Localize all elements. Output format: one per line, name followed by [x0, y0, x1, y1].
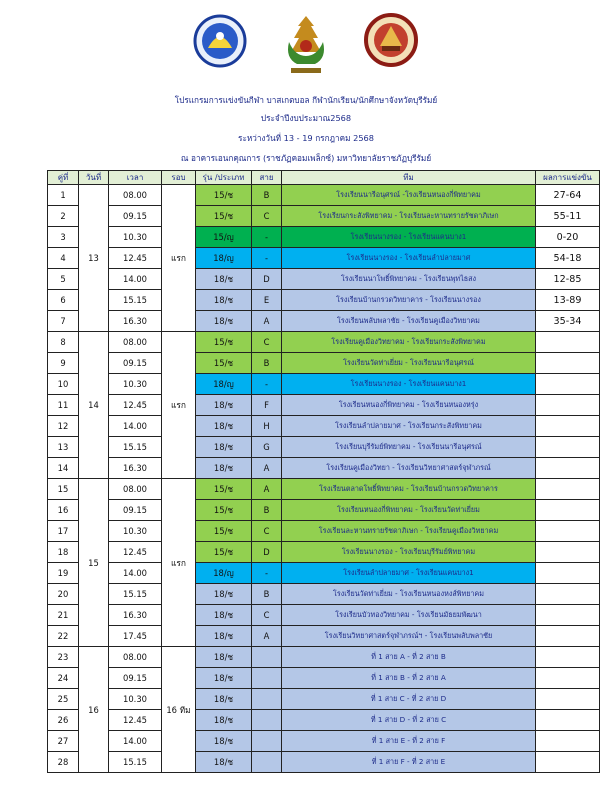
result-cell	[536, 710, 600, 731]
category-cell: 18/ญ	[196, 374, 252, 395]
table-row	[48, 479, 600, 500]
result-cell	[536, 353, 600, 374]
table-row	[48, 584, 600, 605]
match-no-cell: 8	[48, 332, 79, 353]
time-cell: 12.45	[109, 542, 162, 563]
fiscal-year: ประจำปีงบประมาณ2568	[260, 113, 352, 123]
match-no-cell: 15	[48, 479, 79, 500]
pool-cell: B	[252, 185, 282, 206]
match-no-cell: 12	[48, 416, 79, 437]
round-cell: แรก	[162, 332, 196, 479]
match-no-cell: 22	[48, 626, 79, 647]
teams-cell: โรงเรียนตลาดโพธิ์พิทยาคม - โรงเรียนบ้านกรวดวิทยาคาร	[282, 479, 536, 500]
date-cell: 15	[79, 479, 109, 647]
category-cell: 18/ช	[196, 416, 252, 437]
table-row	[48, 458, 600, 479]
table-row	[48, 521, 600, 542]
date-range: ระหว่างวันที่ 13 - 19 กรกฎาคม 2568	[238, 133, 374, 143]
result-cell	[536, 584, 600, 605]
match-no-cell: 2	[48, 206, 79, 227]
category-cell: 18/ช	[196, 668, 252, 689]
pool-cell: -	[252, 248, 282, 269]
match-no-cell: 11	[48, 395, 79, 416]
pool-cell	[252, 731, 282, 752]
time-cell: 15.15	[109, 584, 162, 605]
result-cell	[536, 731, 600, 752]
pool-cell: E	[252, 290, 282, 311]
result-cell	[536, 626, 600, 647]
time-cell: 16.30	[109, 605, 162, 626]
table-row	[48, 689, 600, 710]
pool-cell: C	[252, 521, 282, 542]
pool-cell: F	[252, 395, 282, 416]
col-round: รอบ	[162, 171, 196, 185]
match-no-cell: 18	[48, 542, 79, 563]
pool-cell: A	[252, 311, 282, 332]
category-cell: 18/ช	[196, 269, 252, 290]
category-cell: 18/ช	[196, 395, 252, 416]
match-no-cell: 26	[48, 710, 79, 731]
teams-cell: ที่ 1 สาย E - ที่ 2 สาย F	[282, 731, 536, 752]
result-cell: 35-34	[536, 311, 600, 332]
teams-cell: ที่ 1 สาย A - ที่ 2 สาย B	[282, 647, 536, 668]
table-row	[48, 332, 600, 353]
schedule-table	[47, 170, 600, 773]
teams-cell: ที่ 1 สาย B - ที่ 2 สาย A	[282, 668, 536, 689]
result-cell: 55-11	[536, 206, 600, 227]
teams-cell: โรงเรียนวัดท่าเยี่ยม - โรงเรียนนารีอนุศรณ์	[282, 353, 536, 374]
pool-cell	[252, 710, 282, 731]
time-cell: 12.45	[109, 710, 162, 731]
match-no-cell: 20	[48, 584, 79, 605]
table-row	[48, 269, 600, 290]
time-cell: 15.15	[109, 290, 162, 311]
teams-cell: โรงเรียนคูเมืองวิทยา - โรงเรียนวิทยาศาสตร์จุฬาภรณ์	[282, 458, 536, 479]
category-cell: 15/ญ	[196, 227, 252, 248]
match-no-cell: 21	[48, 605, 79, 626]
teams-cell: โรงเรียนลำปลายมาศ - โรงเรียนแคนบาง1	[282, 563, 536, 584]
category-cell: 15/ช	[196, 542, 252, 563]
col-pool: สาย	[252, 171, 282, 185]
pool-cell: -	[252, 227, 282, 248]
table-row	[48, 605, 600, 626]
category-cell: 18/ช	[196, 290, 252, 311]
category-cell: 18/ช	[196, 626, 252, 647]
table-row	[48, 437, 600, 458]
result-cell	[536, 479, 600, 500]
category-cell: 15/ช	[196, 479, 252, 500]
time-cell: 08.00	[109, 479, 162, 500]
time-cell: 16.30	[109, 458, 162, 479]
pool-cell: D	[252, 269, 282, 290]
category-cell: 15/ช	[196, 185, 252, 206]
result-cell	[536, 689, 600, 710]
teams-cell: โรงเรียนลำปลายมาศ - โรงเรียนกระสังพิทยาคม	[282, 416, 536, 437]
category-cell: 18/ช	[196, 311, 252, 332]
table-row	[48, 227, 600, 248]
category-cell: 18/ญ	[196, 563, 252, 584]
time-cell: 09.15	[109, 353, 162, 374]
col-result: ผลการแข่งขัน	[536, 171, 600, 185]
pool-cell	[252, 689, 282, 710]
result-cell	[536, 395, 600, 416]
table-row	[48, 311, 600, 332]
time-cell: 09.15	[109, 500, 162, 521]
match-no-cell: 4	[48, 248, 79, 269]
pool-cell: A	[252, 458, 282, 479]
result-cell	[536, 563, 600, 584]
result-cell: 0-20	[536, 227, 600, 248]
time-cell: 15.15	[109, 752, 162, 773]
category-cell: 18/ช	[196, 458, 252, 479]
time-cell: 10.30	[109, 689, 162, 710]
teams-cell: ที่ 1 สาย D - ที่ 2 สาย C	[282, 710, 536, 731]
category-cell: 18/ช	[196, 584, 252, 605]
col-teams: ทีม	[282, 171, 536, 185]
date-cell: 16	[79, 647, 109, 773]
time-cell: 16.30	[109, 311, 162, 332]
category-cell: 15/ช	[196, 500, 252, 521]
teams-cell: โรงเรียนหนองกี่พิทยาคม - โรงเรียนวัดท่าเยี่ยม	[282, 500, 536, 521]
time-cell: 15.15	[109, 437, 162, 458]
document-title: โปรแกรมการแข่งขันกีฬา บาสเกตบอล กีฬานักเรียน/นักศึกษาจังหวัดบุรีรัมย์	[174, 95, 438, 105]
teams-cell: ที่ 1 สาย C - ที่ 2 สาย D	[282, 689, 536, 710]
venue: ณ อาคารเอนกคุณการ (ราชภัฏคอมเพล็กซ์) มหาวิทยาลัยราชภัฏบุรีรัมย์	[180, 153, 432, 163]
teams-cell: โรงเรียนบ้านกรวดวิทยาคาร - โรงเรียนนางรอง	[282, 290, 536, 311]
teams-cell: โรงเรียนนางรอง - โรงเรียนแคนบาง1	[282, 227, 536, 248]
result-cell	[536, 542, 600, 563]
table-row	[48, 563, 600, 584]
match-no-cell: 6	[48, 290, 79, 311]
match-no-cell: 14	[48, 458, 79, 479]
table-row	[48, 710, 600, 731]
time-cell: 08.00	[109, 185, 162, 206]
result-cell	[536, 374, 600, 395]
teams-cell: โรงเรียนนางรอง - โรงเรียนแคนบาง1	[282, 374, 536, 395]
result-cell	[536, 332, 600, 353]
table-row	[48, 416, 600, 437]
pool-cell: C	[252, 332, 282, 353]
teams-cell: โรงเรียนกระสังพิทยาคม - โรงเรียนละหานทรายรัชดาภิเษก	[282, 206, 536, 227]
category-cell: 18/ช	[196, 752, 252, 773]
time-cell: 10.30	[109, 374, 162, 395]
table-row	[48, 206, 600, 227]
col-match-no: คู่ที่	[48, 171, 79, 185]
pool-cell: C	[252, 605, 282, 626]
result-cell	[536, 458, 600, 479]
match-no-cell: 3	[48, 227, 79, 248]
match-no-cell: 17	[48, 521, 79, 542]
category-cell: 18/ช	[196, 689, 252, 710]
table-row	[48, 290, 600, 311]
pool-cell	[252, 647, 282, 668]
category-cell: 18/ช	[196, 605, 252, 626]
teams-cell: โรงเรียนนางรอง - โรงเรียนบุรีรัมย์พิทยาคม	[282, 542, 536, 563]
pool-cell: A	[252, 479, 282, 500]
match-no-cell: 19	[48, 563, 79, 584]
teams-cell: โรงเรียนบุรีรัมย์พิทยาคม - โรงเรียนนารีอนุศรณ์	[282, 437, 536, 458]
match-no-cell: 7	[48, 311, 79, 332]
table-row	[48, 668, 600, 689]
category-cell: 18/ญ	[196, 248, 252, 269]
table-row	[48, 731, 600, 752]
result-cell: 13-89	[536, 290, 600, 311]
result-cell	[536, 500, 600, 521]
match-no-cell: 13	[48, 437, 79, 458]
result-cell	[536, 437, 600, 458]
teams-cell: โรงเรียนนารีอนุศรณ์ -โรงเรียนหนองกี่พิทยาคม	[282, 185, 536, 206]
category-cell: 15/ช	[196, 206, 252, 227]
pool-cell: B	[252, 500, 282, 521]
category-cell: 18/ช	[196, 647, 252, 668]
category-cell: 18/ช	[196, 710, 252, 731]
time-cell: 12.45	[109, 395, 162, 416]
provincial-seal-icon	[364, 12, 418, 68]
pool-cell: B	[252, 584, 282, 605]
time-cell: 08.00	[109, 332, 162, 353]
tiger-crest-emblem-icon	[281, 12, 331, 78]
time-cell: 14.00	[109, 416, 162, 437]
match-no-cell: 5	[48, 269, 79, 290]
time-cell: 14.00	[109, 731, 162, 752]
result-cell	[536, 752, 600, 773]
header-row	[48, 171, 600, 185]
match-no-cell: 28	[48, 752, 79, 773]
result-cell: 27-64	[536, 185, 600, 206]
result-cell: 12-85	[536, 269, 600, 290]
teams-cell: โรงเรียนวัดท่าเยี่ยม - โรงเรียนหนองหงส์พิทยาคม	[282, 584, 536, 605]
pool-cell: H	[252, 416, 282, 437]
time-cell: 17.45	[109, 626, 162, 647]
match-no-cell: 1	[48, 185, 79, 206]
category-cell: 18/ช	[196, 731, 252, 752]
teams-cell: โรงเรียนหนองกี่พิทยาคม - โรงเรียนหนองหรุ่ง	[282, 395, 536, 416]
date-cell: 13	[79, 185, 109, 332]
date-cell: 14	[79, 332, 109, 479]
time-cell: 08.00	[109, 647, 162, 668]
match-no-cell: 27	[48, 731, 79, 752]
pool-cell: B	[252, 353, 282, 374]
category-cell: 18/ช	[196, 437, 252, 458]
table-row	[48, 374, 600, 395]
result-cell: 54-18	[536, 248, 600, 269]
teams-cell: โรงเรียนนางรอง - โรงเรียนลำปลายมาศ	[282, 248, 536, 269]
result-cell	[536, 647, 600, 668]
pool-cell: A	[252, 626, 282, 647]
table-row	[48, 542, 600, 563]
table-row	[48, 752, 600, 773]
time-cell: 09.15	[109, 206, 162, 227]
teams-cell: ที่ 1 สาย F - ที่ 2 สาย E	[282, 752, 536, 773]
teams-cell: โรงเรียนวิทยาศาสตร์จุฬาภรณ์ฯ - โรงเรียนพลับพลาชัย	[282, 626, 536, 647]
pool-cell	[252, 668, 282, 689]
time-cell: 09.15	[109, 668, 162, 689]
pool-cell: -	[252, 374, 282, 395]
pool-cell	[252, 752, 282, 773]
pool-cell: D	[252, 542, 282, 563]
result-cell	[536, 605, 600, 626]
time-cell: 10.30	[109, 521, 162, 542]
time-cell: 14.00	[109, 269, 162, 290]
match-no-cell: 10	[48, 374, 79, 395]
match-no-cell: 9	[48, 353, 79, 374]
round-cell: 16 ทีม	[162, 647, 196, 773]
table-row	[48, 353, 600, 374]
col-time: เวลา	[109, 171, 162, 185]
category-cell: 15/ช	[196, 332, 252, 353]
table-row	[48, 647, 600, 668]
table-row	[48, 185, 600, 206]
match-no-cell: 25	[48, 689, 79, 710]
col-date: วันที่	[79, 171, 109, 185]
time-cell: 12.45	[109, 248, 162, 269]
logo-strip	[0, 12, 612, 88]
time-cell: 14.00	[109, 563, 162, 584]
match-no-cell: 24	[48, 668, 79, 689]
teams-cell: โรงเรียนบัวทองวิทยาคม - โรงเรียนมัธยมพัฒนา	[282, 605, 536, 626]
table-row	[48, 626, 600, 647]
category-cell: 15/ช	[196, 353, 252, 374]
teams-cell: โรงเรียนพลับพลาชัย - โรงเรียนคูเมืองวิทยาคม	[282, 311, 536, 332]
result-cell	[536, 521, 600, 542]
col-category: รุ่น /ประเภท	[196, 171, 252, 185]
teams-cell: โรงเรียนละหานทรายรัชดาภิเษก - โรงเรียนคูเมืองวิทยาคม	[282, 521, 536, 542]
result-cell	[536, 668, 600, 689]
result-cell	[536, 416, 600, 437]
teams-cell: โรงเรียนนาโพธิ์พิทยาคม - โรงเรียนพุทไธสง	[282, 269, 536, 290]
category-cell: 15/ช	[196, 521, 252, 542]
round-cell: แรก	[162, 185, 196, 332]
table-row	[48, 500, 600, 521]
pool-cell: C	[252, 206, 282, 227]
teams-cell: โรงเรียนคูเมืองวิทยาคม - โรงเรียนกระสังพิทยาคม	[282, 332, 536, 353]
pool-cell: -	[252, 563, 282, 584]
pool-cell: G	[252, 437, 282, 458]
match-no-cell: 23	[48, 647, 79, 668]
match-no-cell: 16	[48, 500, 79, 521]
round-cell: แรก	[162, 479, 196, 647]
school-sport-emblem-icon	[193, 12, 247, 70]
time-cell: 10.30	[109, 227, 162, 248]
table-row	[48, 395, 600, 416]
table-row	[48, 248, 600, 269]
